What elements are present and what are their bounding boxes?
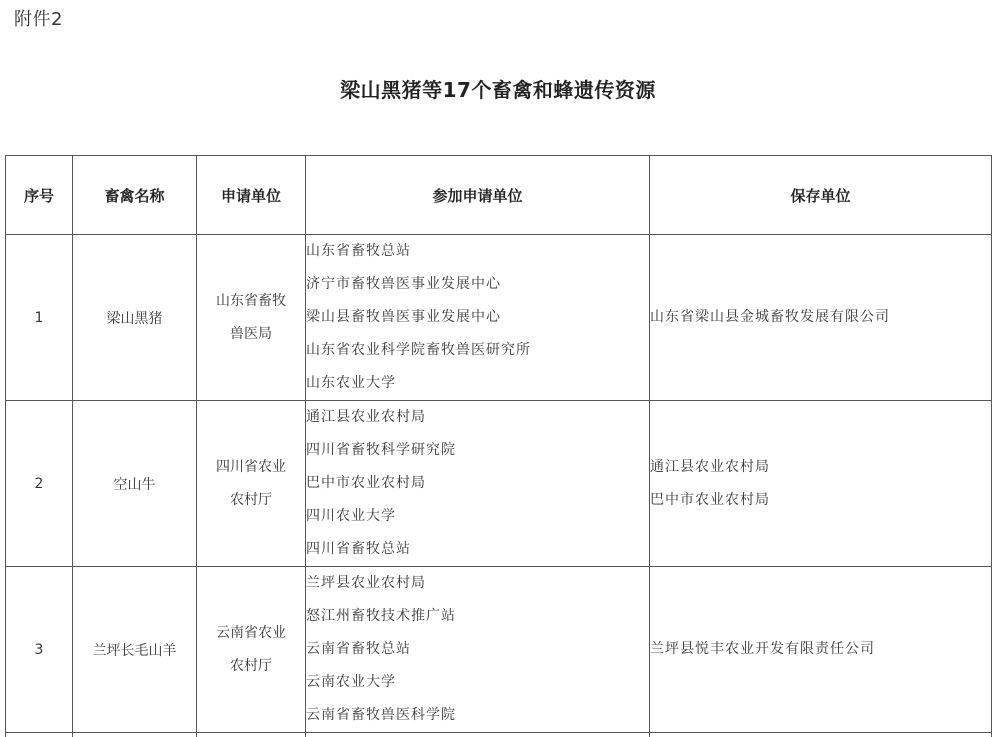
participant-item: 山东省农业科学院畜牧兽医研究所 (306, 342, 531, 358)
participant-units (306, 235, 650, 401)
cell-partial (73, 733, 197, 737)
table-row (6, 235, 992, 401)
resources-table (5, 155, 992, 737)
cell-partial (197, 733, 306, 737)
applicant-line: 农村厅 (230, 491, 272, 508)
participant-item: 巴中市农业农村局 (306, 475, 426, 491)
applicant-line: 兽医局 (230, 325, 272, 342)
participant-item: 四川省畜牧总站 (306, 541, 411, 557)
row-number: 1 (6, 235, 73, 401)
participant-item: 梁山县畜牧兽医事业发展中心 (306, 309, 501, 325)
cell-partial (306, 733, 650, 737)
applicant-line: 四川省农业 (216, 458, 286, 475)
participant-item: 山东农业大学 (306, 375, 396, 391)
keeper-units (650, 235, 992, 401)
participant-item: 云南省畜牧总站 (306, 641, 411, 657)
column-header-keepers: 保存单位 (650, 156, 992, 235)
participant-units (306, 567, 650, 733)
participant-item: 云南省畜牧兽医科学院 (306, 707, 456, 723)
breed-name: 空山牛 (73, 401, 197, 567)
table-row-partial (6, 733, 992, 737)
document-title: 梁山黑猪等17个畜禽和蜂遗传资源 (340, 78, 656, 102)
applicant-unit (197, 401, 306, 567)
participant-item: 云南农业大学 (306, 674, 396, 690)
participant-item: 山东省畜牧总站 (306, 243, 411, 259)
keeper-item: 兰坪县悦丰农业开发有限责任公司 (650, 641, 875, 657)
participant-item: 兰坪县农业农村局 (306, 575, 426, 591)
table-row (6, 401, 992, 567)
cell-partial (6, 733, 73, 737)
participant-item: 通江县农业农村局 (306, 409, 426, 425)
applicant-line: 云南省农业 (216, 624, 286, 641)
breed-name: 梁山黑猪 (73, 235, 197, 401)
participant-item: 四川农业大学 (306, 508, 396, 524)
column-header-applicant: 申请单位 (197, 156, 306, 235)
keeper-item: 通江县农业农村局 (650, 458, 770, 475)
applicant-unit (197, 567, 306, 733)
column-header-participants: 参加申请单位 (306, 156, 650, 235)
participant-item: 四川省畜牧科学研究院 (306, 442, 456, 458)
applicant-line: 农村厅 (230, 657, 272, 674)
cell-partial (650, 733, 992, 737)
column-header-no: 序号 (6, 156, 73, 235)
keeper-units (650, 401, 992, 567)
row-number: 2 (6, 401, 73, 567)
participant-units (306, 401, 650, 567)
keeper-item: 山东省梁山县金城畜牧发展有限公司 (650, 309, 890, 325)
applicant-line: 山东省畜牧 (216, 292, 286, 309)
breed-name: 兰坪长毛山羊 (73, 567, 197, 733)
table-row (6, 567, 992, 733)
keeper-units (650, 567, 992, 733)
participant-item: 怒江州畜牧技术推广站 (306, 608, 456, 624)
keeper-item: 巴中市农业农村局 (650, 491, 770, 508)
applicant-unit (197, 235, 306, 401)
column-header-name: 畜禽名称 (73, 156, 197, 235)
table-header-row (6, 156, 992, 235)
row-number: 3 (6, 567, 73, 733)
attachment-label: 附件2 (14, 9, 63, 30)
participant-item: 济宁市畜牧兽医事业发展中心 (306, 276, 501, 292)
